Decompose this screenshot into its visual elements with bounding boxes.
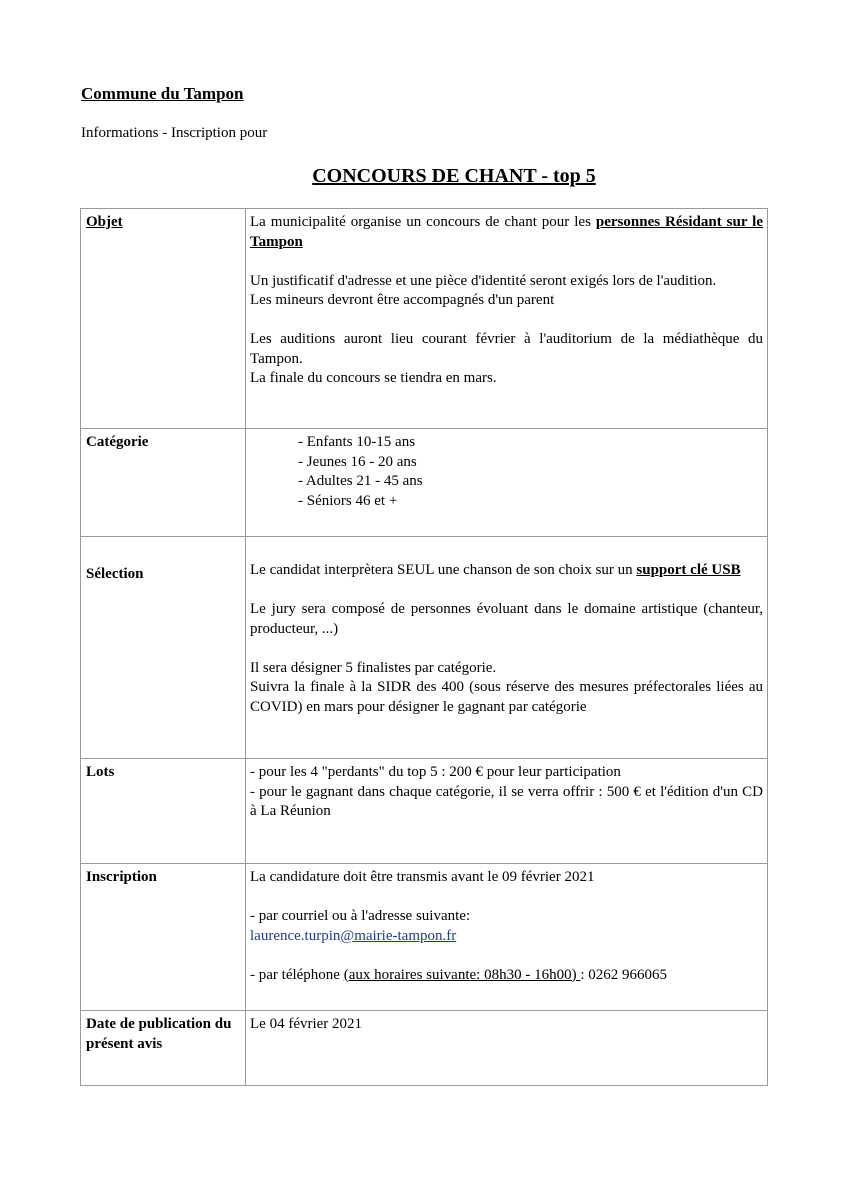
lots-gagnant: - pour le gagnant dans chaque catégorie, il se verra offrir : 500 € et l'édition d'un CD à La Réunion — [250, 783, 763, 819]
objet-intro-text: La municipalité organise un concours de chant pour les — [250, 214, 596, 230]
category-item: - Adultes 21 - 45 ans — [298, 473, 423, 489]
email-user[interactable]: laurence.turpin — [250, 927, 341, 944]
category-item: - Séniors 46 et + — [298, 492, 398, 509]
category-list — [250, 433, 763, 511]
content-selection — [246, 537, 768, 759]
document-title: CONCOURS DE CHANT - top 5 — [312, 165, 596, 187]
row-inscription — [81, 864, 768, 1011]
inscription-email-intro: - par courriel ou à l'adresse suivante: — [250, 908, 471, 924]
lots-perdants: - pour les 4 "perdants" du top 5 : 200 € pour leur participation — [250, 764, 621, 780]
selection-support-text: Le candidat interprètera SEUL une chanson de son choix sur un — [250, 562, 637, 578]
objet-justificatif: Un justificatif d'adresse et une pièce d'identité seront exigés lors de l'audition. — [250, 272, 717, 289]
objet-intro — [250, 213, 763, 252]
label-publication: Date de publication du présent avis — [81, 1011, 246, 1086]
phone-intro: - par téléphone — [250, 966, 344, 983]
label-inscription: Inscription — [81, 864, 246, 1011]
phone-hours: (aux horaires suivante: 08h30 - 16h00) — [343, 966, 581, 983]
objet-mineurs: Les mineurs devront être accompagnés d'un parent — [250, 292, 555, 308]
content-inscription — [246, 864, 768, 1011]
inscription-email[interactable] — [250, 927, 763, 947]
label-lots: Lots — [81, 759, 246, 864]
info-table — [80, 208, 768, 1086]
inscription-phone — [250, 966, 763, 986]
category-item: - Enfants 10-15 ans — [298, 434, 416, 450]
row-categorie — [81, 429, 768, 537]
content-lots — [246, 759, 768, 864]
selection-finalistes: Il sera désigner 5 finalistes par catégorie. — [250, 659, 497, 676]
row-selection — [81, 537, 768, 759]
objet-finale: La finale du concours se tiendra en mars. — [250, 370, 497, 386]
row-publication — [81, 1011, 768, 1086]
content-categorie — [246, 429, 768, 537]
label-objet-text: Objet — [86, 214, 123, 230]
row-lots — [81, 759, 768, 864]
label-selection — [81, 537, 246, 759]
objet-auditions: Les auditions auront lieu courant février à l'auditorium de la médiathèque du Tampon. — [250, 331, 763, 367]
info-subtitle: Informations - Inscription pour — [81, 125, 268, 141]
category-item: - Jeunes 16 - 20 ans — [298, 453, 417, 470]
commune-heading: Commune du Tampon — [81, 84, 244, 103]
objet-intro-bold: personnes Résidant sur le Tampon — [250, 214, 763, 250]
selection-support-bold: support clé USB — [636, 562, 741, 578]
inscription-deadline: La candidature doit être transmis avant le 09 février 2021 — [250, 869, 595, 885]
selection-jury: Le jury sera composé de personnes évoluant dans le domaine artistique (chanteur, producteur, ...) — [250, 601, 763, 637]
email-domain-link[interactable]: @mairie-tampon.fr — [340, 927, 457, 944]
label-categorie: Catégorie — [81, 429, 246, 537]
content-objet — [246, 209, 768, 429]
selection-finale: Suivra la finale à la SIDR des 400 (sous réserve des mesures préfectorales liées au COVID) en mars pour désigner le gagnant par catégorie — [250, 679, 763, 715]
label-selection-text: Sélection — [86, 566, 144, 582]
row-objet — [81, 209, 768, 429]
phone-number: : 0262 966065 — [580, 966, 667, 983]
label-objet — [81, 209, 246, 429]
selection-support — [250, 561, 763, 581]
content-publication: Le 04 février 2021 — [246, 1011, 768, 1086]
